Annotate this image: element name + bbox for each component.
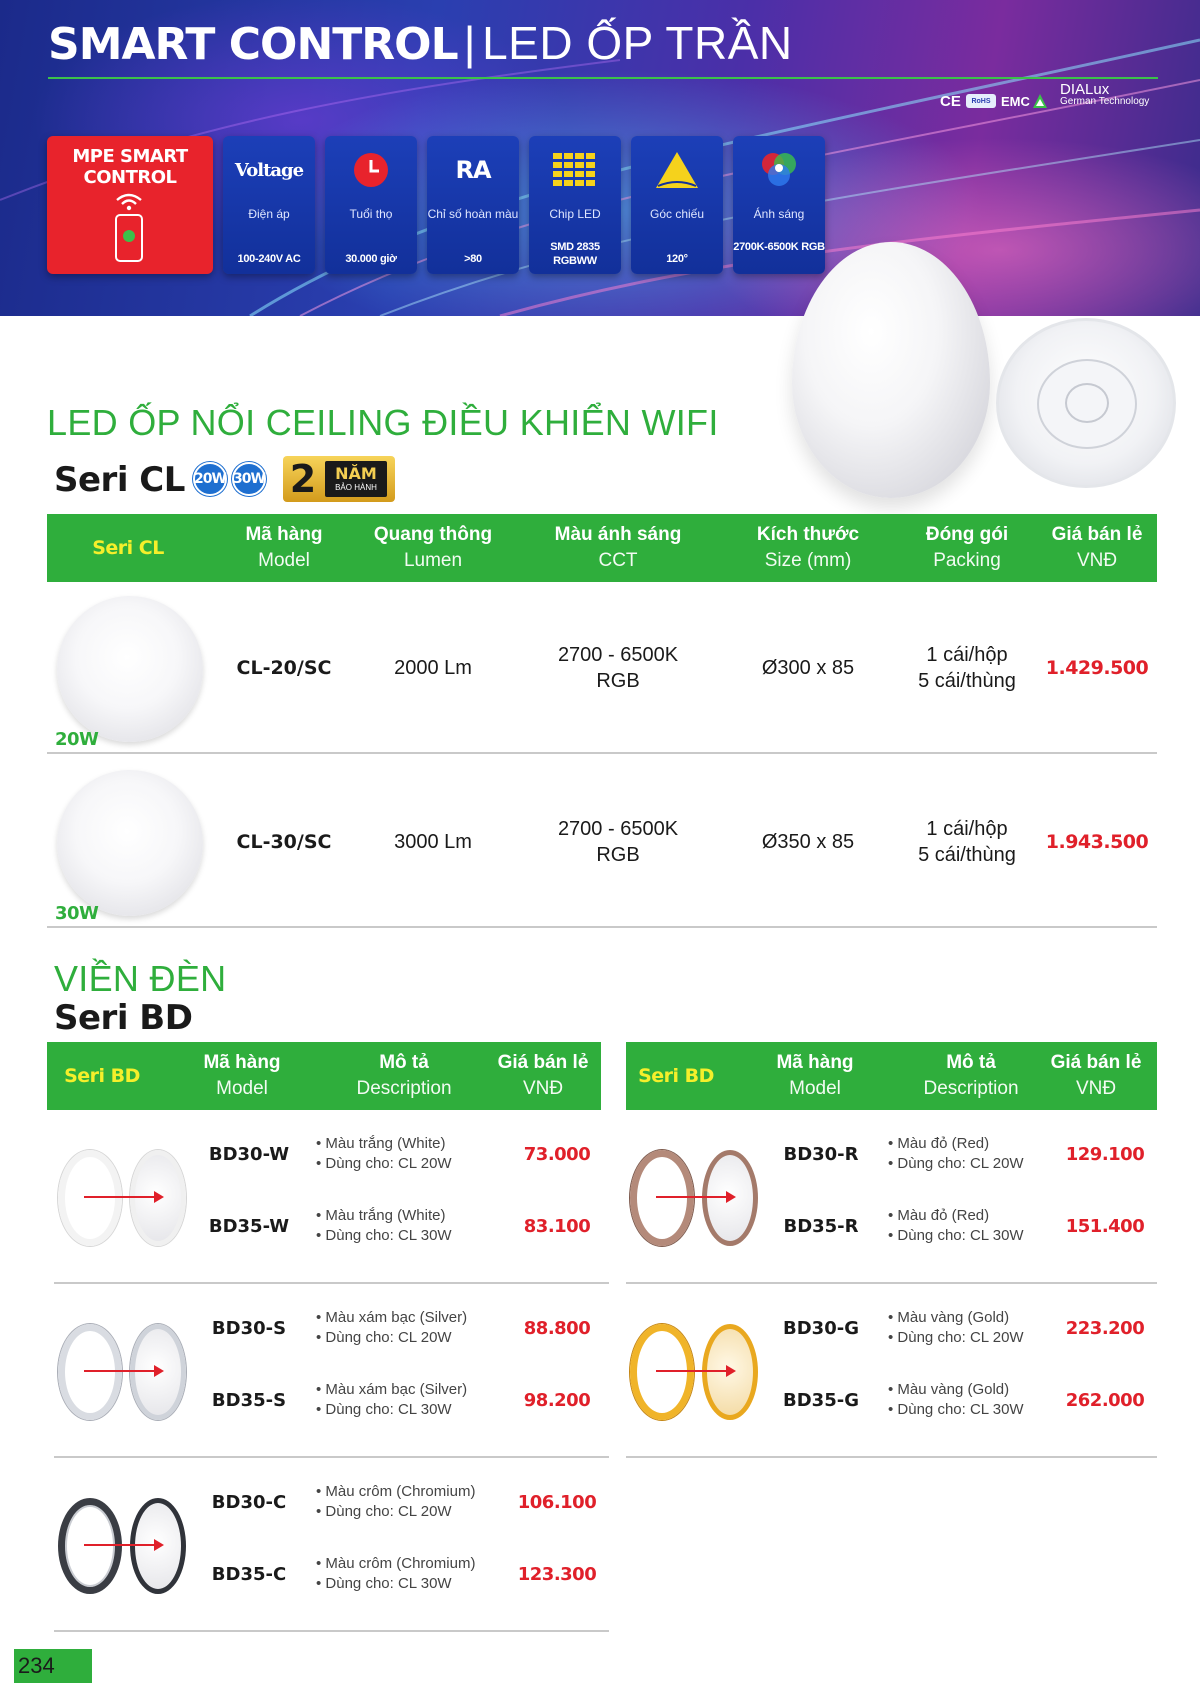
header-model: Mã hàng Model: [203, 1052, 281, 1099]
header-size: Kích thước Size (mm): [756, 524, 860, 571]
product-photo: [57, 770, 203, 916]
rgb-light-icon: [733, 148, 825, 192]
row-lumen: 3000 Lm: [394, 831, 472, 853]
row-wattage: 30W: [55, 903, 99, 924]
item-price: 73.000: [523, 1144, 591, 1165]
header-description: Mô tả Description: [356, 1052, 452, 1099]
table-row: [47, 756, 1157, 928]
cl-table-header: [47, 514, 1157, 582]
bd-group-chromium: [54, 1458, 609, 1632]
badge-20w: 20W: [193, 462, 227, 496]
bd-group-white: [54, 1110, 609, 1284]
power-button-icon: [123, 230, 135, 242]
beam-angle-icon: [631, 148, 723, 192]
table-row: [47, 582, 1157, 754]
warranty-word: NĂM: [335, 464, 377, 483]
item-price: 151.400: [1065, 1216, 1145, 1237]
header-lumen: Quang thông Lumen: [373, 524, 493, 571]
banner-title: [48, 16, 793, 70]
row-price: 1.429.500: [1045, 657, 1149, 679]
item-price: 129.100: [1065, 1144, 1145, 1165]
bd-table-header-left: [47, 1042, 601, 1110]
warranty-badge: [283, 456, 395, 502]
item-model: BD35-W: [208, 1216, 290, 1237]
spec-value: 30.000 giờ: [345, 253, 397, 265]
trim-ring: [58, 1150, 122, 1246]
item-description: • Màu đỏ (Red) • Dùng cho: CL 30W: [888, 1207, 1024, 1244]
trim-ring-photo-gold: [630, 1296, 760, 1446]
bd-table-header-right: [626, 1042, 1157, 1110]
row-cct: 2700 - 6500K RGB: [557, 644, 679, 692]
arrow-icon: [84, 1544, 162, 1546]
item-price: 83.100: [523, 1216, 591, 1237]
header-description: Mô tả Description: [923, 1052, 1019, 1099]
item-model: BD35-G: [783, 1390, 859, 1411]
trim-ring: [630, 1324, 694, 1420]
item-price: 223.200: [1065, 1318, 1145, 1339]
row-lumen: 2000 Lm: [394, 657, 472, 679]
spec-label: Điện áp: [248, 207, 290, 221]
arrow-icon: [84, 1196, 162, 1198]
ce-mark-icon: CE: [940, 92, 961, 110]
trim-ring: [58, 1324, 122, 1420]
arrow-icon: [656, 1370, 734, 1372]
ra-icon: RA: [455, 156, 491, 184]
item-description: • Màu crôm (Chromium) • Dùng cho: CL 30W: [316, 1555, 476, 1592]
mpe-smart-control-badge: [47, 136, 213, 274]
cl-section-title: LED ỐP NỔI CEILING ĐIỀU KHIỂN WIFI: [47, 402, 719, 443]
dialux-logo: [1060, 82, 1149, 108]
dialux-triangle-icon: [1032, 93, 1048, 109]
product-photo: [57, 596, 203, 742]
header-seri: Seri BD: [638, 1065, 714, 1087]
header-model: Mã hàng Model: [776, 1052, 854, 1099]
dialux-subtitle: German Technology: [1060, 96, 1150, 107]
spec-label: Chip LED: [549, 207, 601, 221]
spec-label: Ánh sáng: [753, 207, 805, 221]
item-model: BD30-R: [783, 1144, 859, 1165]
item-model: BD30-W: [208, 1144, 290, 1165]
item-description: • Màu xám bạc (Silver) • Dùng cho: CL 20W: [316, 1309, 468, 1346]
spec-value: 120°: [666, 253, 688, 265]
chip-led-icon: [529, 148, 621, 192]
item-model: BD35-S: [211, 1390, 287, 1411]
trim-ring-photo-silver: [58, 1296, 188, 1446]
bd-section-title: VIỀN ĐÈN: [54, 958, 227, 999]
header-seri: Seri CL: [92, 537, 164, 559]
banner-title-bold: SMART CONTROL: [48, 19, 458, 70]
header-price: Giá bán lẻ VNĐ: [497, 1052, 589, 1099]
trim-ring: [630, 1150, 694, 1246]
spec-tile-light-color: [733, 136, 825, 274]
cl-seri-title: Seri CL: [54, 460, 185, 500]
item-description: • Màu vàng (Gold) • Dùng cho: CL 30W: [888, 1381, 1024, 1418]
header-cct: Màu ánh sáng CCT: [554, 524, 682, 571]
spec-value: SMD 2835 RGBWW: [550, 241, 600, 267]
warranty-sub: BẢO HÀNH: [335, 483, 377, 492]
item-description: • Màu vàng (Gold) • Dùng cho: CL 20W: [888, 1309, 1024, 1346]
trim-ring-photo-white: [58, 1122, 188, 1272]
spec-tile-beam-angle: [631, 136, 723, 274]
spec-label: Tuổi thọ: [349, 207, 393, 221]
lamp-driver-core: [1065, 383, 1109, 423]
item-description: • Màu crôm (Chromium) • Dùng cho: CL 20W: [316, 1483, 476, 1520]
bd-seri-title: Seri BD: [54, 998, 193, 1038]
rohs-mark-icon: RoHS: [966, 94, 996, 108]
spec-tile-cri: [427, 136, 519, 274]
trim-ring-photo-red: [630, 1122, 760, 1272]
item-description: • Màu đỏ (Red) • Dùng cho: CL 20W: [888, 1135, 1024, 1172]
item-model: BD35-R: [783, 1216, 859, 1237]
banner-title-thin: LED ỐP TRẦN: [482, 17, 793, 69]
item-description: • Màu trắng (White) • Dùng cho: CL 30W: [316, 1207, 452, 1244]
bd-group-red: [626, 1110, 1157, 1284]
row-wattage: 20W: [55, 729, 99, 750]
item-model: BD30-S: [211, 1318, 287, 1339]
ceiling-lamp-back-photo: [996, 318, 1176, 488]
header-model: Mã hàng Model: [245, 524, 323, 571]
trim-ring: [58, 1498, 122, 1594]
banner-divider: [48, 77, 1158, 79]
spec-value: >80: [464, 253, 482, 265]
arrow-icon: [656, 1196, 734, 1198]
spec-value: 100-240V AC: [237, 253, 301, 265]
row-model: CL-20/SC: [236, 657, 332, 679]
item-description: • Màu xám bạc (Silver) • Dùng cho: CL 30W: [316, 1381, 468, 1418]
header-packing: Đóng gói Packing: [925, 524, 1009, 571]
item-model: BD35-C: [211, 1564, 287, 1585]
item-model: BD30-C: [211, 1492, 287, 1513]
wifi-icon: [115, 193, 143, 211]
item-model: BD30-G: [783, 1318, 859, 1339]
trim-ring-photo-chromium: [58, 1470, 188, 1620]
mpe-title: MPE SMART CONTROL: [72, 146, 188, 188]
arrow-icon: [84, 1370, 162, 1372]
bd-group-gold: [626, 1284, 1157, 1458]
bd-group-silver: [54, 1284, 609, 1458]
row-size: Ø350 x 85: [761, 831, 855, 853]
page-number: 234: [14, 1649, 92, 1683]
row-packing: 1 cái/hộp 5 cái/thùng: [918, 644, 1016, 692]
dialux-name: DIALux: [1060, 81, 1110, 98]
item-description: • Màu trắng (White) • Dùng cho: CL 20W: [316, 1135, 452, 1172]
emc-mark-icon: EMC: [1001, 93, 1030, 109]
voltage-icon: Voltage: [234, 159, 304, 181]
smartphone-icon: [115, 214, 143, 262]
spec-tile-chip: [529, 136, 621, 274]
clock-icon: [325, 148, 417, 192]
spec-label: Góc chiếu: [649, 207, 705, 221]
row-price: 1.943.500: [1045, 831, 1149, 853]
row-cct: 2700 - 6500K RGB: [557, 818, 679, 866]
banner-title-separator: |: [463, 17, 477, 69]
row-size: Ø300 x 85: [761, 657, 855, 679]
item-price: 123.300: [517, 1564, 597, 1585]
header-price: Giá bán lẻ VNĐ: [1050, 1052, 1142, 1099]
spec-label: Chỉ số hoàn màu: [427, 207, 519, 221]
spec-tile-voltage: [223, 136, 315, 274]
header-seri: Seri BD: [64, 1065, 140, 1087]
item-price: 262.000: [1065, 1390, 1145, 1411]
hero-banner: [0, 0, 1200, 316]
badge-30w: 30W: [232, 462, 266, 496]
item-price: 106.100: [517, 1492, 597, 1513]
item-price: 88.800: [523, 1318, 591, 1339]
header-price: Giá bán lẻ VNĐ: [1051, 524, 1143, 571]
spec-tile-lifetime: [325, 136, 417, 274]
row-model: CL-30/SC: [236, 831, 332, 853]
row-packing: 1 cái/hộp 5 cái/thùng: [918, 818, 1016, 866]
warranty-years: 2: [289, 457, 317, 501]
spec-value: 2700K-6500K RGB: [733, 241, 825, 253]
item-price: 98.200: [523, 1390, 591, 1411]
